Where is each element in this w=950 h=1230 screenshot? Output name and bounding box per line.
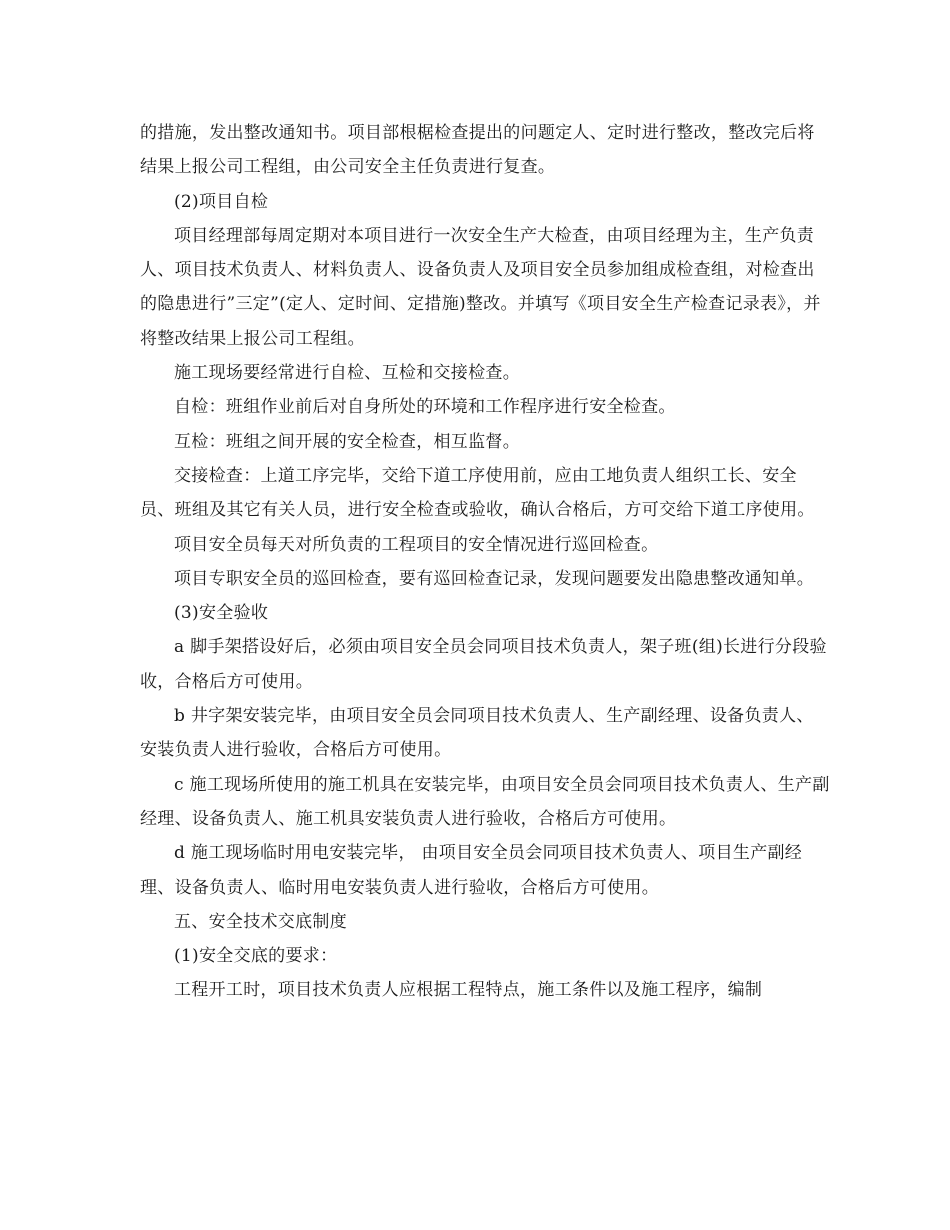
paragraph-7: 交接检查：上道工序完毕，交给下道工序使用前，应由工地负责人组织工长、安全员、班组及其它有关人员，进行安全检查或验收，确认合格后，方可交给下道工序使用。 xyxy=(140,465,815,521)
paragraph-5: 自检：班组作业前后对自身所处的环境和工作程序进行安全检查。 xyxy=(174,397,676,418)
paragraph-9: 项目专职安全员的巡回检查，要有巡回检查记录，发现问题要发出隐患整改通知单。 xyxy=(174,568,815,589)
paragraph-8: 项目安全员每天对所负责的工程项目的安全情况进行巡回检查。 xyxy=(174,534,659,555)
paragraph-12: b 井字架安装完毕，由项目安全员会同项目技术负责人、生产副经理、设备负责人、安装负责人进行验收，合格后方可使用。 xyxy=(140,706,814,761)
section-heading-briefing-requirements: (1)安全交底的要求： xyxy=(174,946,338,967)
section-heading-project-self-check: (2)项目自检 xyxy=(174,191,269,212)
paragraph-17: 工程开工时，项目技术负责人应根据工程特点，施工条件以及施工程序，编制 xyxy=(174,980,763,1001)
document-body xyxy=(140,116,830,1008)
paragraph-11: a 脚手架搭设好后，必须由项目安全员会同项目技术负责人，架子班(组)长进行分段验收，合格后方可使用。 xyxy=(140,637,827,692)
paragraph-6: 互检：班组之间开展的安全检查，相互监督。 xyxy=(174,431,520,452)
paragraph-4: 施工现场要经常进行自检、互检和交接检查。 xyxy=(174,363,520,384)
paragraph-14: d 施工现场临时用电安装完毕， 由项目安全员会同项目技术负责人、项目生产副经理、设备负责人、临时用电安装负责人进行验收，合格后方可使用。 xyxy=(140,843,803,898)
section-heading-safety-briefing: 五、安全技术交底制度 xyxy=(174,911,347,932)
paragraph-1: 的措施，发出整改通知书。项目部根椐检查提出的问题定人、定时进行整改，整改完后将结果上报公司工程组，由公司安全主任负责进行复查。 xyxy=(140,123,815,178)
section-heading-safety-acceptance: (3)安全验收 xyxy=(174,603,269,624)
paragraph-3: 项目经理部每周定期对本项目进行一次安全生产大检查，由项目经理为主，生产负责人、项目技术负责人、材料负责人、设备负责人及项目安全员参加组成检查组，对检查出的隐患进行”三定”(定人、定时间、定措施)整改。并填写《项目安全生产检查记录表》，并将整改结果上报公司工程组。 xyxy=(140,225,821,349)
paragraph-13: c 施工现场所使用的施工机具在安装完毕，由项目安全员会同项目技术负责人、生产副经理、设备负责人、施工机具安装负责人进行验收，合格后方可使用。 xyxy=(140,774,830,829)
